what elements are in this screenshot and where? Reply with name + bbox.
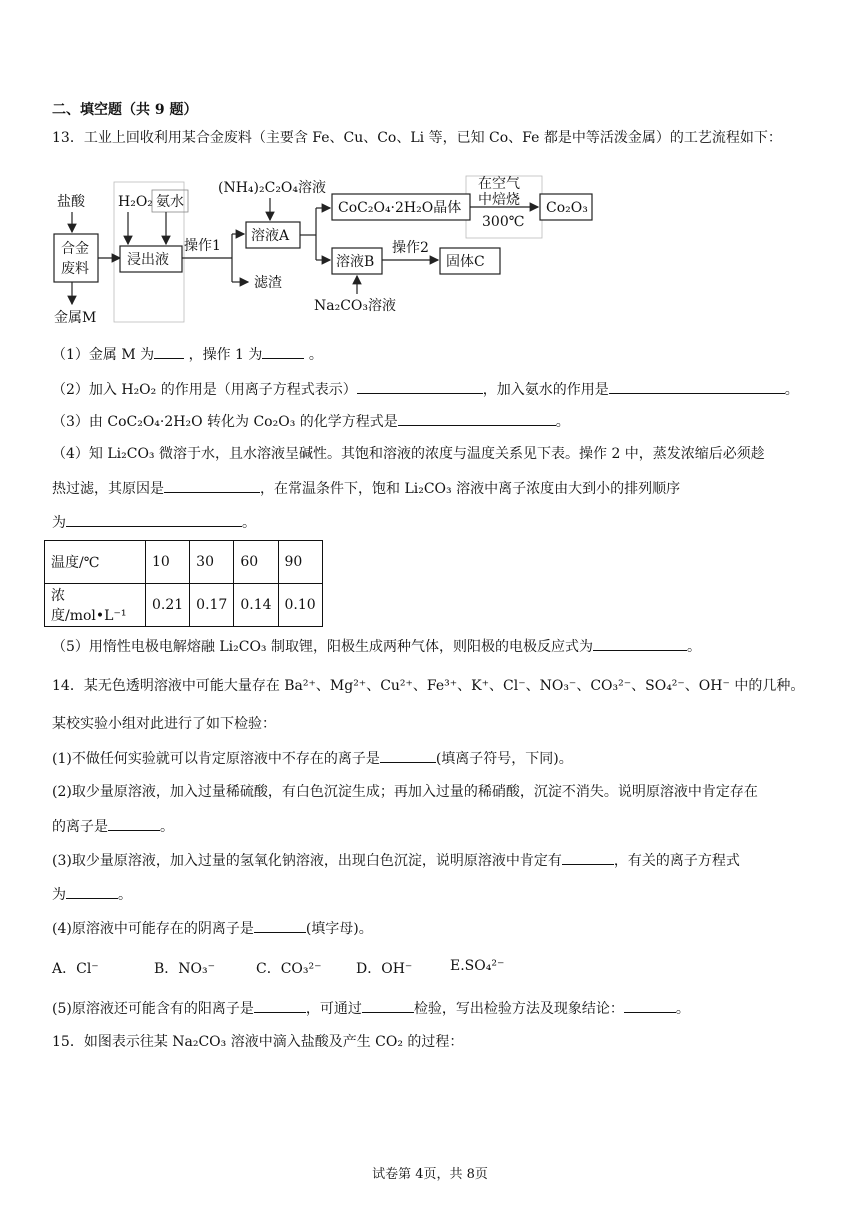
option-a: A．Cl⁻ bbox=[52, 961, 99, 977]
q13-part4a: （4）知 Li₂CO₃ 微溶于水，且水溶液呈碱性。其饱和溶液的浓度与温度关系见下表。操作 2 中，蒸发浓缩后必须趁 bbox=[52, 446, 765, 462]
q14-s4: (4)原溶液中可能存在的阴离子是 (填字母)。 bbox=[52, 918, 373, 939]
q14-s1: (1)不做任何实验就可以肯定原溶液中不存在的离子是 (填离子符号，下同)。 bbox=[52, 748, 573, 769]
flow-alloy-2: 废料 bbox=[61, 261, 89, 277]
flow-leachate: 浸出液 bbox=[127, 252, 169, 268]
flow-metal-m: 金属M bbox=[54, 310, 97, 326]
page-footer: 试卷第 4页，共 8页 bbox=[372, 1167, 488, 1182]
flow-ammonia: 氨水 bbox=[156, 194, 184, 210]
section-title: 二、填空题（共 9 题） bbox=[52, 102, 198, 118]
flow-solB: 溶液B bbox=[336, 254, 375, 270]
solubility-table bbox=[44, 540, 323, 627]
q13-stem: 13．工业上回收利用某合金废料（主要含 Fe、Cu、Co、Li 等，已知 Co、Fe 都是中等活泼金属）的工艺流程如下： bbox=[52, 130, 782, 146]
q13-part4b: 热过滤，其原因是 ，在常温条件下，饱和 Li₂CO₃ 溶液中离子浓度由大到小的排列顺序 bbox=[52, 478, 680, 499]
q13-part3: （3）由 CoC₂O₄·2H₂O 转化为 Co₂O₃ 的化学方程式是 。 bbox=[52, 411, 570, 432]
q15-stem: 15．如图表示往某 Na₂CO₃ 溶液中滴入盐酸及产生 CO₂ 的过程： bbox=[52, 1034, 464, 1050]
flow-solidC: 固体C bbox=[446, 254, 485, 270]
q14-s3c: 为 。 bbox=[52, 884, 132, 905]
flow-residue: 滤渣 bbox=[254, 275, 282, 291]
process-flowchart bbox=[52, 172, 612, 328]
flow-solA: 溶液A bbox=[251, 228, 290, 244]
q13-part2: （2）加入 H₂O₂ 的作用是（用离子方程式表示） ，加入氨水的作用是 。 bbox=[52, 379, 799, 400]
option-b: B．NO₃⁻ bbox=[154, 961, 216, 977]
option-e: E.SO₄²⁻ bbox=[450, 958, 505, 974]
flow-oxalate: (NH₄)₂C₂O₄溶液 bbox=[218, 180, 327, 196]
q14-s5: (5)原溶液还可能含有的阳离子是 ，可通过 检验，写出检验方法及现象结论： 。 bbox=[52, 998, 690, 1019]
q14-stem: 14．某无色透明溶液中可能大量存在 Ba²⁺、Mg²⁺、Cu²⁺、Fe³⁺、K⁺、Cl⁻、NO₃⁻、CO₃²⁻、SO₄²⁻、OH⁻ 中的几种。 bbox=[52, 678, 805, 694]
table-row: 温度/℃ 10 30 60 90 bbox=[45, 541, 323, 584]
table-row: 浓度/mol•L⁻¹ 0.21 0.17 0.14 0.10 bbox=[45, 584, 323, 627]
q13-part4c: 为 。 bbox=[52, 512, 256, 533]
q14-s3a: (3)取少量原溶液，加入过量的氢氧化钠溶液，出现白色沉淀，说明原溶液中肯定有 ，有关的离子方程式 bbox=[52, 850, 740, 871]
flow-hcl: 盐酸 bbox=[57, 194, 85, 210]
q13-part1: （1）金属 M 为 ，操作 1 为 。 bbox=[52, 344, 323, 365]
flow-op1: 操作1 bbox=[184, 238, 221, 254]
flow-h2o2: H₂O₂ bbox=[118, 194, 153, 210]
q14-intro: 某校实验小组对此进行了如下检验： bbox=[52, 716, 276, 732]
flow-air-1: 在空气 bbox=[478, 176, 520, 192]
flow-temp: 300℃ bbox=[482, 214, 525, 230]
q14-s2b: 的离子是 。 bbox=[52, 816, 174, 837]
flow-alloy-1: 合金 bbox=[61, 241, 89, 257]
q14-s2a: (2)取少量原溶液，加入过量稀硫酸，有白色沉淀生成；再加入过量的稀硝酸，沉淀不消失。说明原溶液中肯定存在 bbox=[52, 784, 758, 800]
flow-air-2: 中焙烧 bbox=[478, 192, 520, 208]
flow-co2o3: Co₂O₃ bbox=[546, 200, 588, 216]
option-c: C．CO₃²⁻ bbox=[256, 961, 322, 977]
flow-op2: 操作2 bbox=[392, 240, 429, 256]
flow-crystal: CoC₂O₄·2H₂O晶体 bbox=[338, 200, 462, 216]
flow-na2co3: Na₂CO₃溶液 bbox=[314, 298, 397, 314]
q13-part5: （5）用惰性电极电解熔融 Li₂CO₃ 制取锂，阳极生成两种气体，则阳极的电极反应式为 。 bbox=[52, 636, 701, 657]
option-d: D．OH⁻ bbox=[356, 961, 413, 977]
